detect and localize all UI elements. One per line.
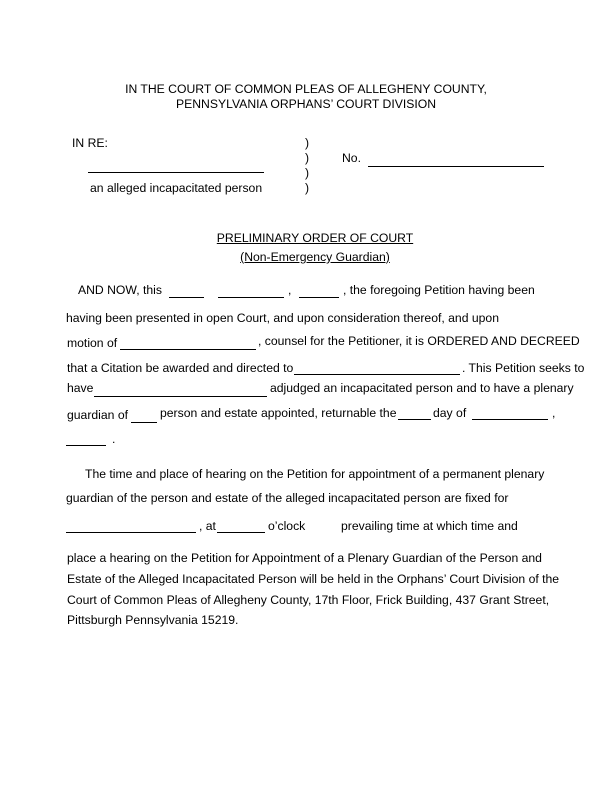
hearing-line7: Pittsburgh Pennsylvania 15219. [67, 613, 239, 627]
order-line7-period: . [112, 432, 116, 446]
court-header-line2: PENNSYLVANIA ORPHANS’ COURT DIVISION [175, 97, 437, 111]
return-day-field[interactable] [398, 419, 431, 420]
hearing-line5: Estate of the Alleged Incapacitated Person will be held in the Orphans’ Court Division of the [67, 572, 560, 586]
hearing-line2: guardian of the person and estate of the alleged incapacitated person are fixed for [66, 491, 509, 505]
order-line4-end: . This Petition seeks to [462, 361, 585, 375]
hearing-line6: Court of Common Pleas of Allegheny County, 17th Floor, Frick Building, 437 Grant Street, [67, 593, 550, 607]
caption-paren-1: ) [305, 136, 310, 150]
order-line3-end: , counsel for the Petitioner, it is ORDERED AND DECREED [258, 334, 580, 348]
caption-paren-2: ) [305, 151, 310, 165]
order-line2: having been presented in open Court, and upon consideration thereof, and upon [66, 311, 499, 325]
respondent-name-field[interactable] [88, 172, 264, 173]
hearing-line3-oclock: o’clock [268, 519, 306, 533]
counsel-name-field[interactable] [120, 349, 256, 350]
order-line1-comma: , [288, 283, 292, 297]
alleged-incapacitated-label: an alleged incapacitated person [90, 181, 263, 195]
order-line4-start: that a Citation be awarded and directed to [67, 361, 294, 375]
in-re-label: IN RE: [72, 136, 108, 150]
order-subtitle: (Non-Emergency Guardian) [240, 250, 390, 264]
citation-recipient-field[interactable] [294, 374, 460, 375]
return-month-field[interactable] [472, 419, 548, 420]
return-year-field[interactable] [66, 445, 106, 446]
order-line6-comma: , [552, 406, 556, 420]
case-number-label: No. [342, 151, 361, 165]
order-line6-mid: person and estate appointed, returnable the [160, 406, 397, 420]
month-field[interactable] [218, 297, 284, 298]
hearing-line1: The time and place of hearing on the Petition for appointment of a permanent plenary [85, 467, 545, 481]
person-name-field[interactable] [94, 396, 267, 397]
case-number-field[interactable] [368, 166, 544, 167]
order-line1-end: , the foregoing Petition having been [343, 283, 535, 297]
order-line5-end: adjudged an incapacitated person and to have a plenary [270, 381, 574, 395]
hearing-line4: place a hearing on the Petition for Appointment of a Plenary Guardian of the Person and [67, 551, 542, 565]
caption-paren-4: ) [305, 181, 310, 195]
order-line6-start: guardian of [67, 408, 128, 422]
order-line6-dayof: day of [433, 406, 467, 420]
order-line3-start: motion of [67, 336, 118, 350]
guardian-of-field[interactable] [131, 422, 157, 423]
order-title: PRELIMINARY ORDER OF COURT [216, 231, 414, 245]
order-line1-start: AND NOW, this [78, 283, 162, 297]
hearing-line3-at: , at [199, 519, 216, 533]
day-field[interactable] [169, 297, 204, 298]
order-line5-start: have [67, 381, 94, 395]
hearing-time-field[interactable] [217, 532, 265, 533]
year-field[interactable] [299, 297, 339, 298]
hearing-date-field[interactable] [66, 532, 196, 533]
hearing-line3-end: prevailing time at which time and [341, 519, 518, 533]
court-header-line1: IN THE COURT OF COMMON PLEAS OF ALLEGHENY COUNTY, [125, 82, 487, 96]
caption-paren-3: ) [305, 166, 310, 180]
